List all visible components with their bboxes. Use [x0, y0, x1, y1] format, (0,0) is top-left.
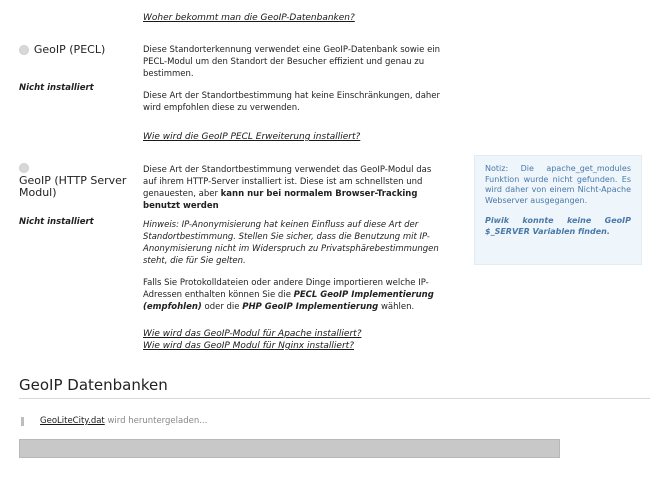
notice-bold: Piwik konnte keine GeoIP $_SERVER Variablen finden. [485, 216, 631, 236]
http-hint: Hinweis: IP-Anonymisierung hat keinen Einfluss auf diese Art der Standortbestimmung. Stellen Sie sicher, dass die Benutzung mit IP-Anonymisierung nicht im Widerspruch zu Privatsphärebestimmungen steht, die für Sie gelten. [143, 220, 439, 266]
file-row [40, 416, 207, 426]
pecl-option[interactable] [19, 43, 105, 56]
http-log-note [143, 277, 445, 313]
notice-text: Notiz: Die apache_get_modules Funktion wurde nicht gefunden. Es wird daher von einem Nicht-Apache Webserver ausgegangen. [485, 164, 631, 205]
log-text-e: wählen. [378, 302, 415, 312]
apache-install-link[interactable]: Wie wird das GeoIP-Modul für Apache installiert? [143, 329, 362, 339]
http-description-bold: kann nur bei normalem Browser-Tracking benutzt werden [143, 189, 418, 211]
log-php-impl: PHP GeoIP Implementierung [242, 302, 379, 312]
pecl-note: Diese Art der Standortbestimmung hat keine Einschränkungen, daher wird empfohlen diese zu verwenden. [143, 91, 441, 113]
log-pecl-impl: PECL GeoIP Implementierung (empfohlen) [143, 290, 434, 312]
log-text-c: oder die [201, 302, 243, 312]
http-radio[interactable] [19, 163, 29, 173]
heading-divider [19, 398, 650, 399]
file-link[interactable]: GeoLiteCity.dat [40, 416, 105, 426]
notice-box [474, 155, 642, 265]
nginx-install-link[interactable]: Wie wird das GeoIP Modul für Nginx installiert? [143, 341, 354, 351]
download-progress-bar [19, 439, 560, 458]
log-text-a: Falls Sie Protokolldateien oder andere Dinge importieren welche IP-Adressen enthalten können Sie die [143, 278, 429, 300]
loading-indicator-icon [21, 417, 24, 426]
http-status: Nicht installiert [19, 217, 94, 227]
pecl-install-link[interactable]: Wie wird die GeoIP PECL Erweiterung installiert? [143, 132, 361, 142]
http-description [143, 164, 445, 212]
http-label[interactable]: GeoIP (HTTP Server Modul) [19, 174, 127, 199]
databases-heading: GeoIP Datenbanken [19, 376, 168, 394]
where-databases-link[interactable]: Woher bekommt man die GeoIP-Datenbanken? [143, 13, 355, 23]
pecl-description: Diese Standorterkennung verwendet eine GeoIP-Datenbank sowie ein PECL-Modul um den Standort der Besucher effizient und genau zu bestimmen. [143, 45, 441, 79]
pecl-status: Nicht installiert [19, 83, 94, 93]
pecl-label: GeoIP (PECL) [33, 43, 106, 56]
http-description-text: Diese Art der Standortbestimmung verwendet das GeoIP-Modul das auf ihrem HTTP-Server installiert ist. Diese ist am schnellsten und genauesten, aber [143, 165, 432, 199]
pecl-radio[interactable] [19, 45, 29, 55]
file-status: wird heruntergeladen... [107, 416, 208, 426]
